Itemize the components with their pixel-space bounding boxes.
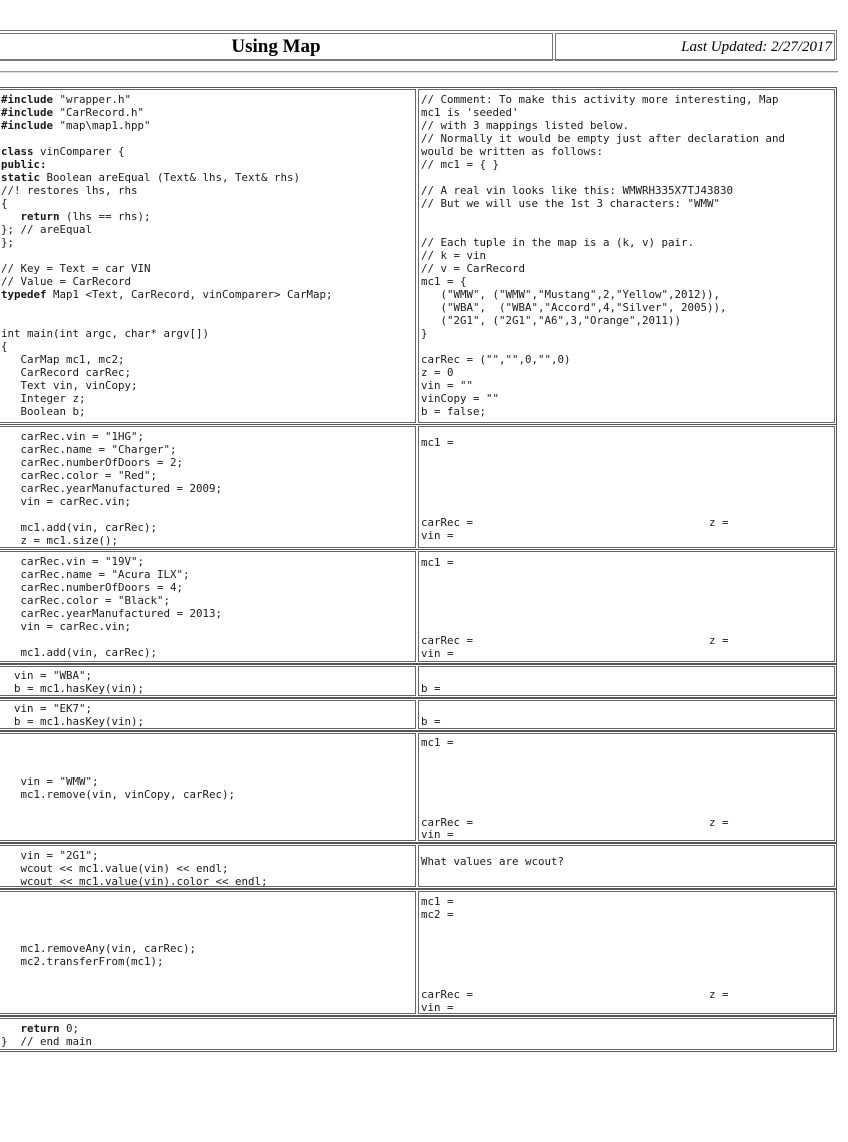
z-label: z = xyxy=(709,816,729,829)
code-line: carRec.numberOfDoors = 4; xyxy=(1,581,184,594)
code-line xyxy=(421,210,785,223)
code-text: }; xyxy=(1,236,15,249)
mc1-label: mc1 = xyxy=(421,556,454,569)
code-line: would be written as follows: xyxy=(421,145,604,158)
code-cell xyxy=(0,666,416,696)
code-line: carRec.numberOfDoors = 2; xyxy=(1,456,184,469)
code-line: // v = CarRecord xyxy=(421,262,526,275)
code-block xyxy=(1,430,222,547)
code-block xyxy=(1,775,235,801)
code-line xyxy=(1,301,333,314)
keyword: class xyxy=(1,145,34,158)
code-line: carRec.yearManufactured = 2013; xyxy=(1,607,223,620)
mc1-label: mc1 = xyxy=(421,736,454,749)
last-updated-text: Last Updated: 2/27/2017 xyxy=(681,39,832,55)
code-cell xyxy=(0,1018,834,1050)
code-line xyxy=(1,314,333,327)
code-line xyxy=(421,171,785,184)
code-line: ("WMW", ("WMW","Mustang",2,"Yellow",2012)), xyxy=(421,288,721,301)
section-return xyxy=(0,1016,837,1052)
keyword: typedef xyxy=(1,288,47,301)
code-line xyxy=(1,145,333,158)
keyword: public: xyxy=(1,158,47,171)
code-line: vin = carRec.vin; xyxy=(1,620,132,633)
code-text: Integer z; xyxy=(1,392,86,405)
code-text: Boolean b; xyxy=(1,405,86,418)
code-line: z = mc1.size(); xyxy=(1,534,119,547)
header-table xyxy=(0,30,838,60)
state-cell xyxy=(418,426,835,548)
code-line xyxy=(1,262,333,275)
code-line: vin = "EK7"; xyxy=(1,702,93,715)
code-text: // Value = CarRecord xyxy=(1,275,132,288)
code-text: CarMap mc1, mc2; xyxy=(1,353,125,366)
code-line xyxy=(1,327,333,340)
code-line: carRec.yearManufactured = 2009; xyxy=(1,482,223,495)
code-line: b = mc1.hasKey(vin); xyxy=(1,715,145,728)
code-line: mc1 is 'seeded' xyxy=(421,106,519,119)
section-haskey-wba xyxy=(0,664,837,698)
code-line: vin = "WBA"; xyxy=(1,669,93,682)
code-text: { xyxy=(1,197,8,210)
page-title: Using Map xyxy=(0,33,553,61)
code-line: vin = "2G1"; xyxy=(1,849,99,862)
code-text: //! restores lhs, rhs xyxy=(1,184,138,197)
state-cell xyxy=(418,845,835,887)
code-line: } xyxy=(421,327,428,340)
code-line: vin = carRec.vin; xyxy=(1,495,132,508)
code-line: // Normally it would be empty just after declaration and xyxy=(421,132,786,145)
state-block xyxy=(421,93,785,418)
state-cell xyxy=(418,551,835,662)
code-cell xyxy=(0,89,416,423)
code-text: "map\map1.hpp" xyxy=(53,119,151,132)
carrec-label: carRec = xyxy=(421,634,474,647)
code-line: // A real vin looks like this: WMWRH335X7TJ43830 xyxy=(421,184,734,197)
z-label: z = xyxy=(709,988,729,1001)
code-line: // Comment: To make this activity more interesting, Map xyxy=(421,93,779,106)
code-line: carRec.color = "Black"; xyxy=(1,594,171,607)
state-cell xyxy=(418,733,835,841)
code-line xyxy=(1,93,333,106)
carrec-label: carRec = xyxy=(421,816,474,829)
code-line: carRec = ("","",0,"",0) xyxy=(421,353,571,366)
last-updated xyxy=(555,33,835,61)
section-add-1hg xyxy=(0,424,837,550)
code-line: z = 0 xyxy=(421,366,454,379)
section-remove-wmw xyxy=(0,731,837,843)
code-text: CarRecord carRec; xyxy=(1,366,132,379)
code-cell xyxy=(0,733,416,841)
code-text: Text vin, vinCopy; xyxy=(1,379,138,392)
code-cell xyxy=(0,551,416,662)
code-block xyxy=(1,93,333,418)
code-line xyxy=(1,275,333,288)
code-text xyxy=(1,1022,21,1035)
code-line xyxy=(1,366,333,379)
code-line xyxy=(1,392,333,405)
code-line: mc1.remove(vin, vinCopy, carRec); xyxy=(1,788,236,801)
vin-label: vin = xyxy=(421,828,454,841)
code-line: wcout << mc1.value(vin) << endl; xyxy=(1,862,229,875)
state-cell xyxy=(418,700,835,729)
code-line: vinCopy = "" xyxy=(421,392,500,405)
state-cell xyxy=(418,666,835,696)
code-block xyxy=(1,702,144,728)
z-label: z = xyxy=(709,516,729,529)
code-text: 0; xyxy=(59,1022,80,1035)
code-line: mc1.add(vin, carRec); xyxy=(1,646,158,659)
vin-label: vin = xyxy=(421,647,454,660)
code-line xyxy=(1,106,333,119)
code-line xyxy=(1,353,333,366)
code-line: carRec.name = "Charger"; xyxy=(1,443,177,456)
code-line xyxy=(1,184,333,197)
keyword: return xyxy=(20,1022,60,1035)
code-line xyxy=(1,288,333,301)
code-text xyxy=(1,210,21,223)
b-label: b = xyxy=(421,682,441,695)
code-block xyxy=(1,849,268,888)
code-line xyxy=(1,210,333,223)
code-cell xyxy=(0,845,416,887)
code-cell xyxy=(0,700,416,729)
section-wcout xyxy=(0,843,837,889)
code-line xyxy=(1,119,333,132)
vin-label: vin = xyxy=(421,1001,454,1014)
code-block xyxy=(1,669,144,695)
code-line xyxy=(1,249,333,262)
code-line xyxy=(1,379,333,392)
keyword: #include xyxy=(1,119,54,132)
code-line: // with 3 mappings listed below. xyxy=(421,119,630,132)
code-line: // Each tuple in the map is a (k, v) pair. xyxy=(421,236,695,249)
section-removeany-transfer xyxy=(0,889,837,1016)
mc1-label: mc1 = xyxy=(421,895,454,908)
code-line xyxy=(1,1022,92,1035)
state-cell xyxy=(418,891,835,1014)
keyword: #include xyxy=(1,93,54,106)
code-line: mc1.add(vin, carRec); xyxy=(1,521,158,534)
code-line: vin = "" xyxy=(421,379,474,392)
code-block xyxy=(1,942,196,968)
code-text: vinComparer { xyxy=(33,145,125,158)
code-line xyxy=(1,132,333,145)
code-line xyxy=(1,633,222,646)
code-line: ("2G1", ("2G1","A6",3,"Orange",2011)) xyxy=(421,314,682,327)
code-text: (lhs == rhs); xyxy=(59,210,151,223)
code-line: mc1 = { xyxy=(421,275,467,288)
z-label: z = xyxy=(709,634,729,647)
keyword: #include xyxy=(1,106,54,119)
code-text: "wrapper.h" xyxy=(53,93,132,106)
mc1-label: mc1 = xyxy=(421,436,454,449)
horizontal-rule xyxy=(0,71,838,73)
code-cell xyxy=(0,426,416,548)
code-line xyxy=(1,171,333,184)
state-cell xyxy=(418,89,835,423)
code-cell xyxy=(0,891,416,1014)
code-text: { xyxy=(1,340,8,353)
code-line: mc1.removeAny(vin, carRec); xyxy=(1,942,197,955)
code-line xyxy=(1,158,333,171)
code-line: carRec.vin = "19V"; xyxy=(1,555,145,568)
code-line xyxy=(1,223,333,236)
keyword: return xyxy=(20,210,60,223)
code-line: carRec.color = "Red"; xyxy=(1,469,158,482)
code-line: wcout << mc1.value(vin).color << endl; xyxy=(1,875,268,888)
code-line xyxy=(421,340,785,353)
code-line xyxy=(421,223,785,236)
code-line xyxy=(1,197,333,210)
code-line: b = mc1.hasKey(vin); xyxy=(1,682,145,695)
code-line xyxy=(1,236,333,249)
carrec-label: carRec = xyxy=(421,988,474,1001)
code-line xyxy=(1,340,333,353)
b-label: b = xyxy=(421,715,441,728)
code-block xyxy=(1,555,222,659)
section-haskey-ek7 xyxy=(0,698,837,731)
code-line: mc2.transferFrom(mc1); xyxy=(1,955,164,968)
code-text: Boolean areEqual (Text& lhs, Text& rhs) xyxy=(40,171,301,184)
code-line: vin = "WMW"; xyxy=(1,775,99,788)
code-text: "CarRecord.h" xyxy=(53,106,145,119)
code-line: b = false; xyxy=(421,405,487,418)
section-declarations xyxy=(0,87,837,425)
code-line xyxy=(1,1035,92,1048)
code-text: Map1 <Text, CarRecord, vinComparer> CarMap; xyxy=(46,288,333,301)
code-line: // But we will use the 1st 3 characters: "WMW" xyxy=(421,197,721,210)
section-add-19v xyxy=(0,549,837,664)
code-line: ("WBA", ("WBA","Accord",4,"Silver", 2005)), xyxy=(421,301,727,314)
code-line xyxy=(1,405,333,418)
question-text: What values are wcout? xyxy=(421,855,565,868)
code-line: // k = vin xyxy=(421,249,487,262)
carrec-label: carRec = xyxy=(421,516,474,529)
keyword: static xyxy=(1,171,41,184)
code-line xyxy=(1,508,222,521)
code-block xyxy=(1,1022,92,1048)
vin-label: vin = xyxy=(421,529,454,542)
code-text: } // end main xyxy=(1,1035,93,1048)
code-line: carRec.vin = "1HG"; xyxy=(1,430,145,443)
code-text: int main(int argc, char* argv[]) xyxy=(1,327,210,340)
code-text: // Key = Text = car VIN xyxy=(1,262,151,275)
mc2-label: mc2 = xyxy=(421,908,454,921)
code-text: }; // areEqual xyxy=(1,223,93,236)
code-line: carRec.name = "Acura ILX"; xyxy=(1,568,190,581)
code-line: // mc1 = { } xyxy=(421,158,500,171)
